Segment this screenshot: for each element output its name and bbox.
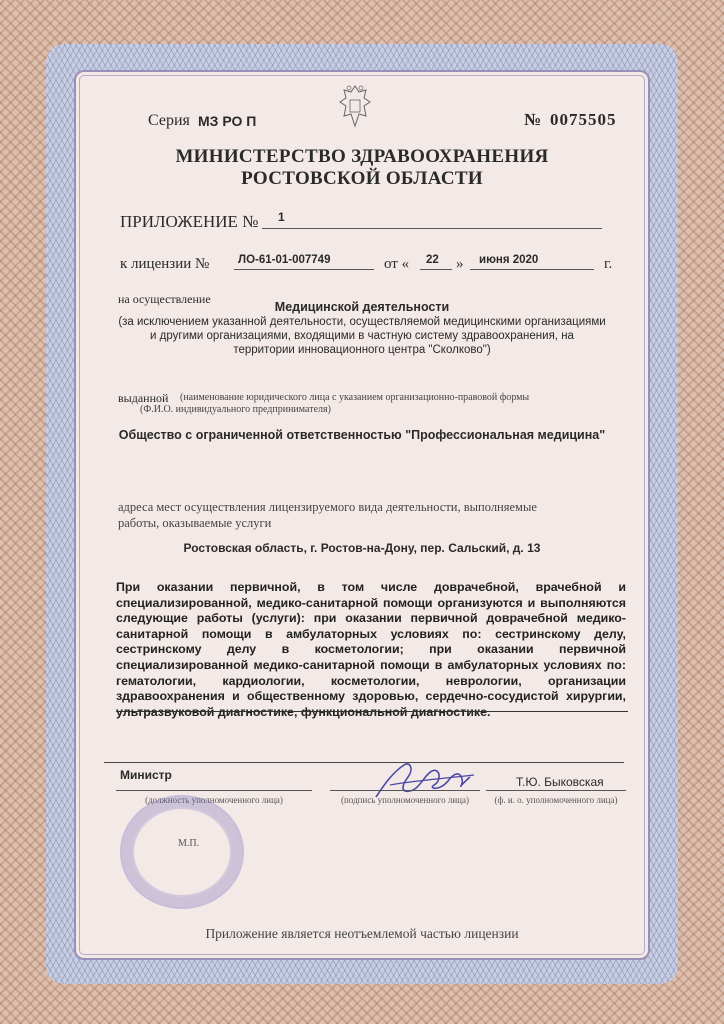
signer-position: Министр — [120, 768, 172, 782]
license-month-year: июня 2020 — [479, 254, 539, 266]
signer-name: Т.Ю. Быковская — [516, 775, 604, 789]
appendix-number: 1 — [278, 210, 285, 224]
issued-label: выданной — [118, 391, 169, 405]
stamp-label: М.П. — [178, 838, 200, 849]
services-end-line — [116, 711, 628, 712]
activity-desc-line1: (за исключением указанной деятельности, осуществляемой медицинскими организациями — [118, 316, 606, 328]
activity-desc-line3: территории инновационного центра "Сколково") — [233, 344, 491, 356]
signature-top-line — [104, 762, 624, 763]
number-value: 0075505 — [550, 110, 617, 129]
services-paragraph: При оказании первичной, в том числе доврачебной, врачебной и специализированной, медико-санитарной помощи организуются и выполняются следующие работы (услуги): при оказании первичной доврачебной медико-санитарной помощи в амбулаторных условиях по: сестринскому делу, сестринскому делу в косметологии; при оказании первичной специализированной медико-санитарной помощи в амбулаторных условиях по: гематологии, кардиологии, косметологии, неврологии, организации здравоохранения и общественному здоровью, сердечно-сосудистой хирургии, ультразвуковой диагностике, функциональной диагностике. — [116, 580, 626, 719]
address-value: Ростовская область, г. Ростов-на-Дону, пер. Сальский, д. 13 — [183, 541, 541, 555]
issued-organization: Общество с ограниченной ответственностью "Профессиональная медицина" — [118, 428, 606, 442]
activity-title: Медицинской деятельности — [274, 300, 450, 314]
issued-hint-line2: (Ф.И.О. индивидуального предпринимателя) — [140, 404, 331, 415]
series-label: Серия — [148, 112, 190, 129]
license-from-label: от « — [384, 256, 410, 272]
license-day-underline — [420, 269, 452, 270]
signature-underline — [330, 790, 480, 791]
license-close-quote: » — [456, 256, 464, 272]
appendix-label: ПРИЛОЖЕНИЕ № — [120, 212, 259, 231]
address-label-line1: адреса мест осуществления лицензируемого вида деятельности, выполняемые — [118, 500, 537, 514]
position-caption: (должность уполномоченного лица) — [145, 795, 283, 805]
position-underline — [116, 790, 312, 791]
license-label: к лицензии № — [120, 256, 210, 272]
series-value: МЗ РО П — [198, 113, 257, 129]
license-day: 22 — [426, 254, 439, 266]
license-number-underline — [234, 269, 374, 270]
name-caption: (ф. и. о. уполномоченного лица) — [494, 795, 618, 805]
activity-label: на осуществление — [118, 292, 211, 306]
license-date-underline — [470, 269, 594, 270]
name-underline — [486, 790, 626, 791]
appendix-underline — [262, 228, 602, 229]
issued-hint-line1: (наименование юридического лица с указанием организационно-правовой формы — [180, 392, 530, 403]
activity-desc-line2: и другими организациями, входящими в частную систему здравоохранения, на — [150, 330, 574, 342]
license-year-suffix: г. — [604, 256, 613, 272]
license-number: ЛО-61-01-007749 — [238, 254, 331, 266]
number-label: № — [524, 110, 542, 129]
ministry-title-line1: МИНИСТЕРСТВО ЗДРАВООХРАНЕНИЯ — [175, 146, 549, 167]
signature-caption: (подпись уполномоченного лица) — [341, 795, 469, 805]
ministry-title-line2: РОСТОВСКОЙ ОБЛАСТИ — [241, 168, 483, 189]
address-label-line2: работы, оказываемые услуги — [118, 516, 272, 530]
coat-of-arms-emblem — [336, 82, 374, 132]
official-stamp — [120, 795, 244, 909]
footer-note: Приложение является неотъемлемой частью лицензии — [205, 926, 519, 941]
